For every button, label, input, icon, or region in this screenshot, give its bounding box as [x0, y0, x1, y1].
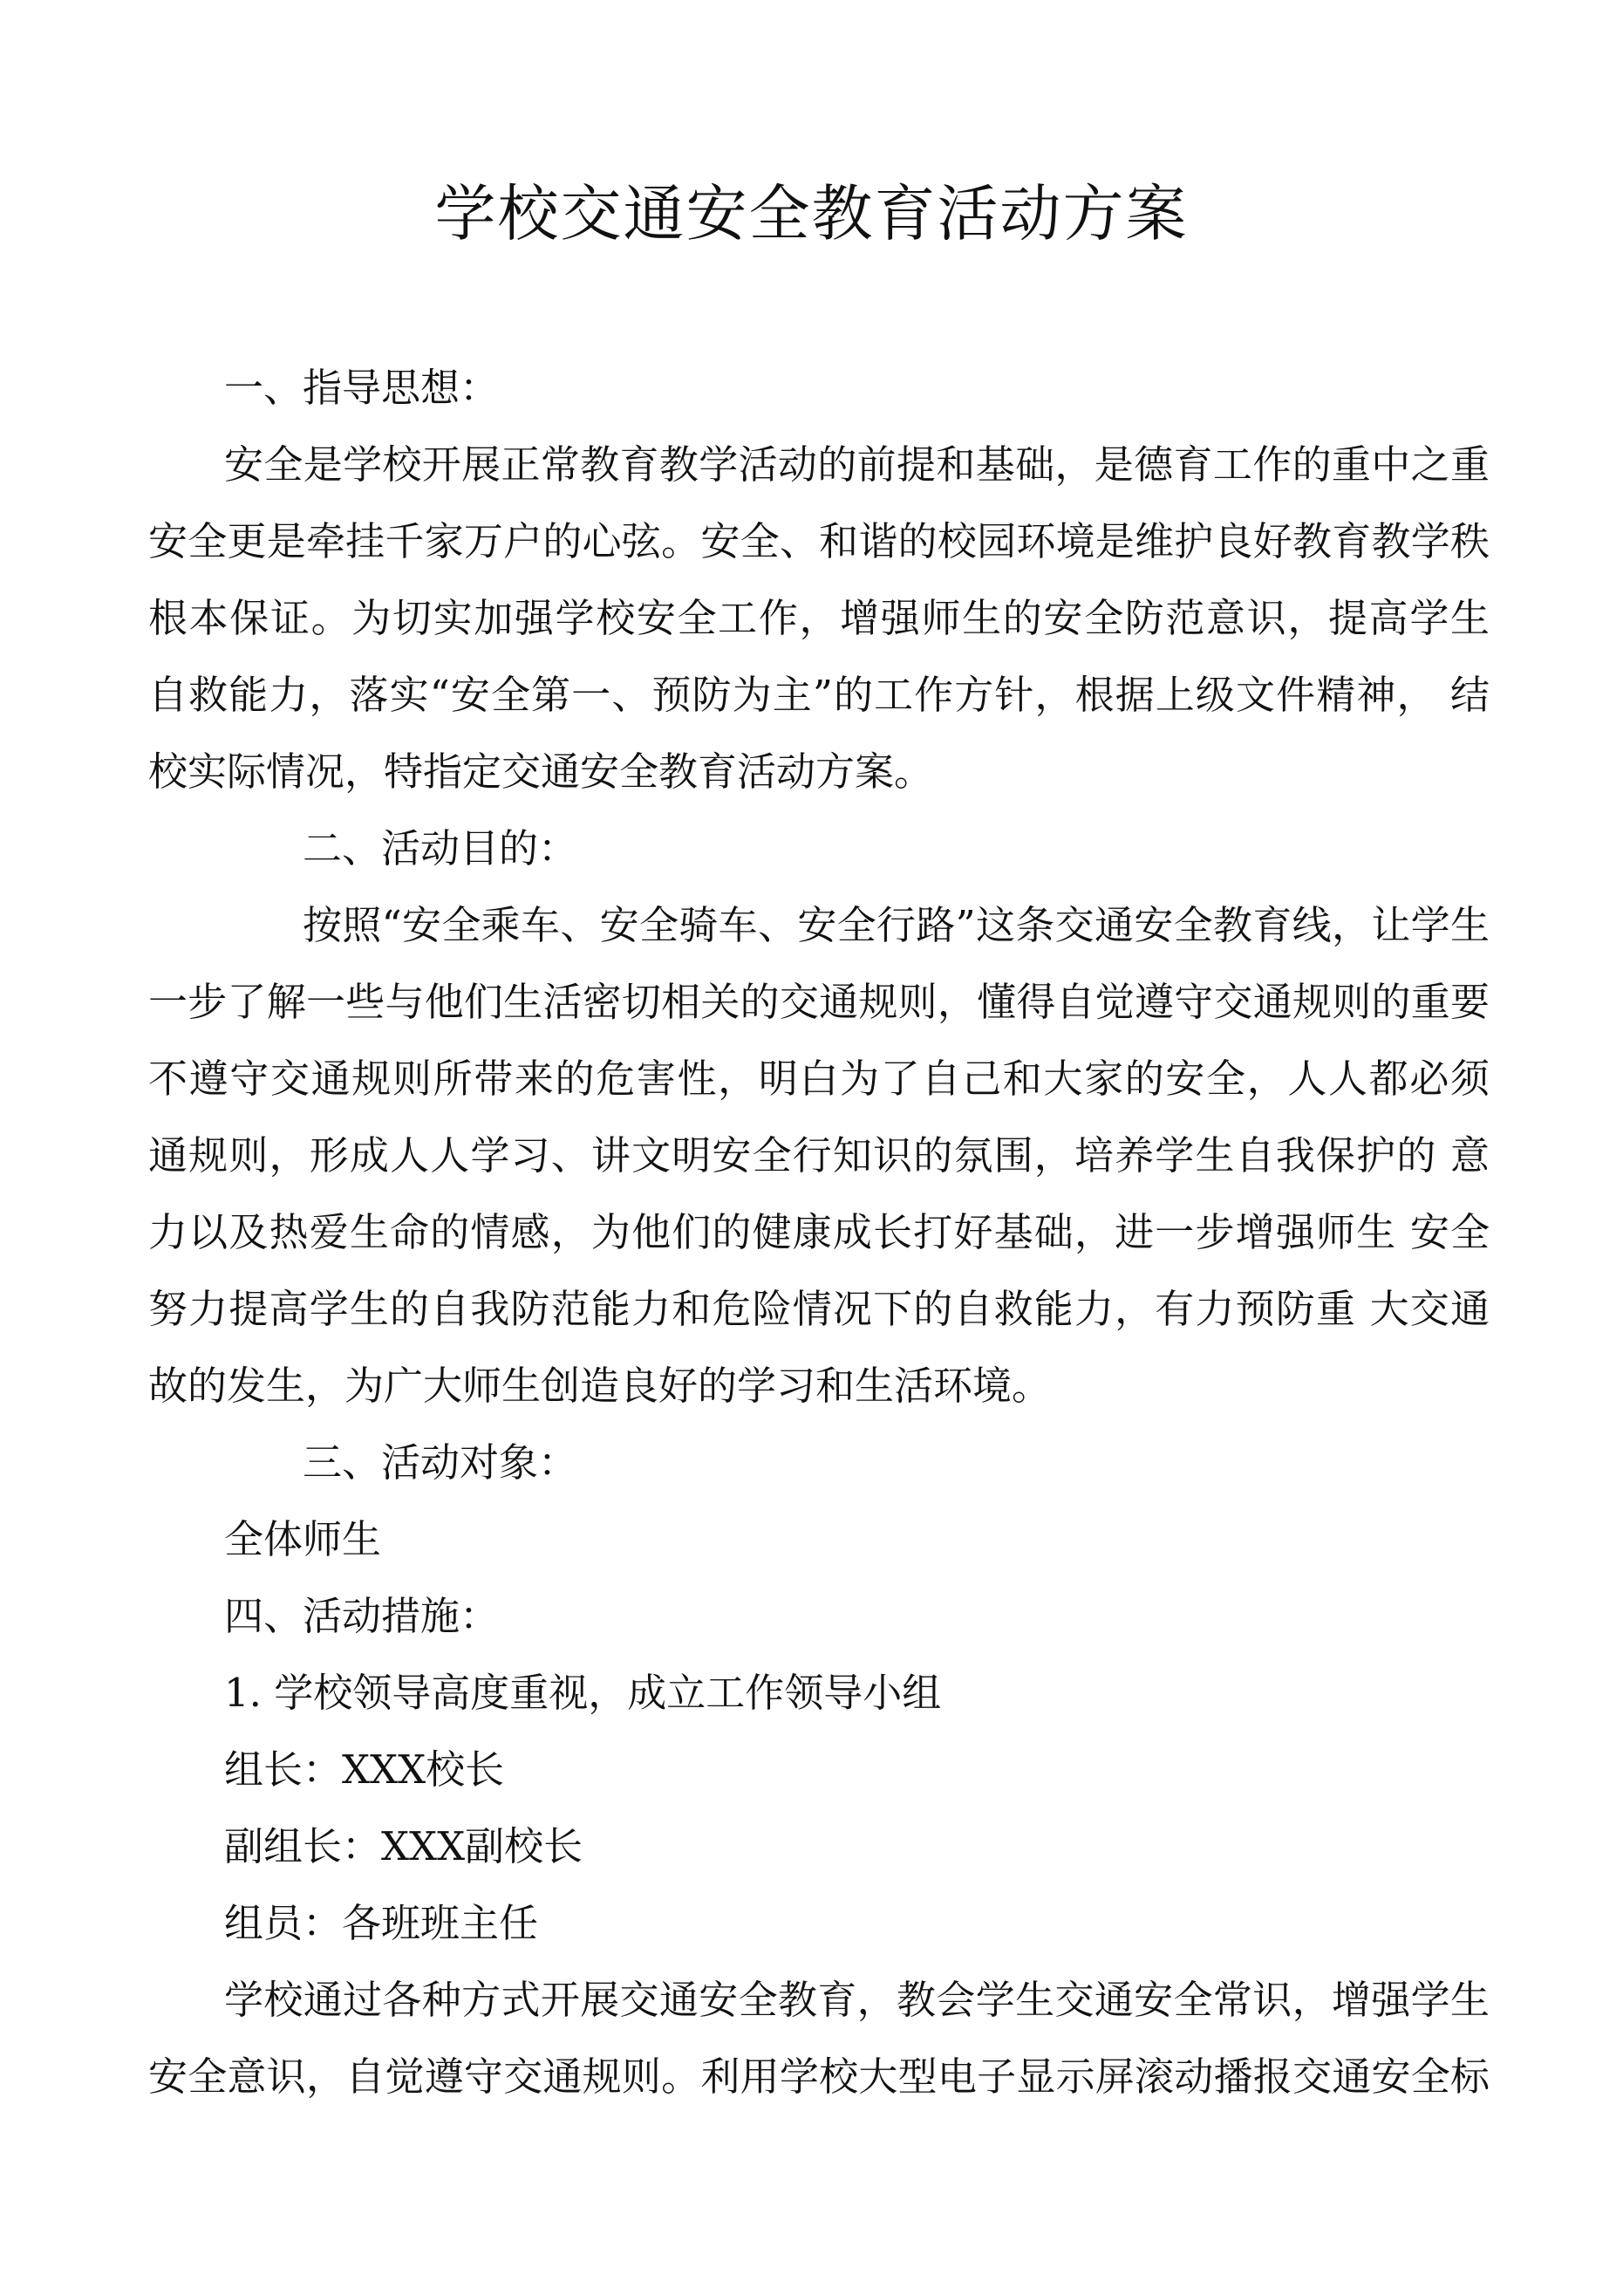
document-body: [148, 350, 1490, 2115]
paragraph-line: 故的发生，为广大师生创造良好的学习和生活环境。: [148, 1363, 1052, 1409]
paragraph-line: 副组长：XXX副校长: [224, 1823, 583, 1869]
paragraph-line: 全体师生: [224, 1516, 382, 1562]
paragraph-line: 不遵守交通规则所带来的危害性，明白为了自己和大家的安全，人人都必须: [148, 1056, 1490, 1102]
paragraph-line: 组员：各班班主任: [224, 1900, 539, 1946]
paragraph-line: 学校通过各种方式开展交通安全教育，教会学生交通安全常识，增强学生: [224, 1977, 1490, 2023]
paragraph-line: 通规则，形成人人学习、讲文明安全行知识的氛围，培养学生自我保护的 意: [148, 1132, 1490, 1179]
paragraph-line: 一步了解一些与他们生活密切相关的交通规则，懂得自觉遵守交通规则的重要: [148, 979, 1490, 1025]
paragraph-line: 按照“安全乘车、安全骑车、安全行路”这条交通安全教育线，让学生: [303, 902, 1490, 948]
paragraph-line: 努力提高学生的自我防范能力和危险情况下的自救能力，有力预防重 大交通: [148, 1286, 1490, 1332]
paragraph-line: 1. 学校领导高度重视，成立工作领导小组: [224, 1670, 942, 1716]
paragraph-line: 四、活动措施：: [224, 1593, 500, 1639]
paragraph-line: 一、指导思想：: [224, 365, 500, 411]
paragraph-line: 安全是学校开展正常教育教学活动的前提和基础，是德育工作的重中之重: [224, 441, 1490, 488]
paragraph-line: 安全更是牵挂千家万户的心弦。安全、和谐的校园环境是维护良好教育教学秩: [148, 518, 1490, 564]
paragraph-line: 自救能力，落实“安全第一、预防为主”的工作方针，根据上级文件精神， 结: [148, 672, 1490, 718]
paragraph-line: 根本保证。为切实加强学校安全工作，增强师生的安全防范意识，提高学生: [148, 595, 1490, 641]
paragraph-line: 三、活动对象：: [303, 1439, 578, 1486]
paragraph-line: 安全意识，自觉遵守交通规则。利用学校大型电子显示屏滚动播报交通安全标: [148, 2053, 1490, 2100]
paragraph-line: 二、活动目的：: [303, 825, 578, 871]
paragraph-line: 校实际情况，特指定交通安全教育活动方案。: [148, 748, 934, 795]
document-title: 学校交通安全教育活动方案: [434, 178, 1189, 249]
paragraph-line: 力以及热爱生命的情感，为他们的健康成长打好基础，进一步增强师生 安全: [148, 1209, 1490, 1255]
paragraph-line: 组长：XXX校长: [224, 1746, 505, 1793]
